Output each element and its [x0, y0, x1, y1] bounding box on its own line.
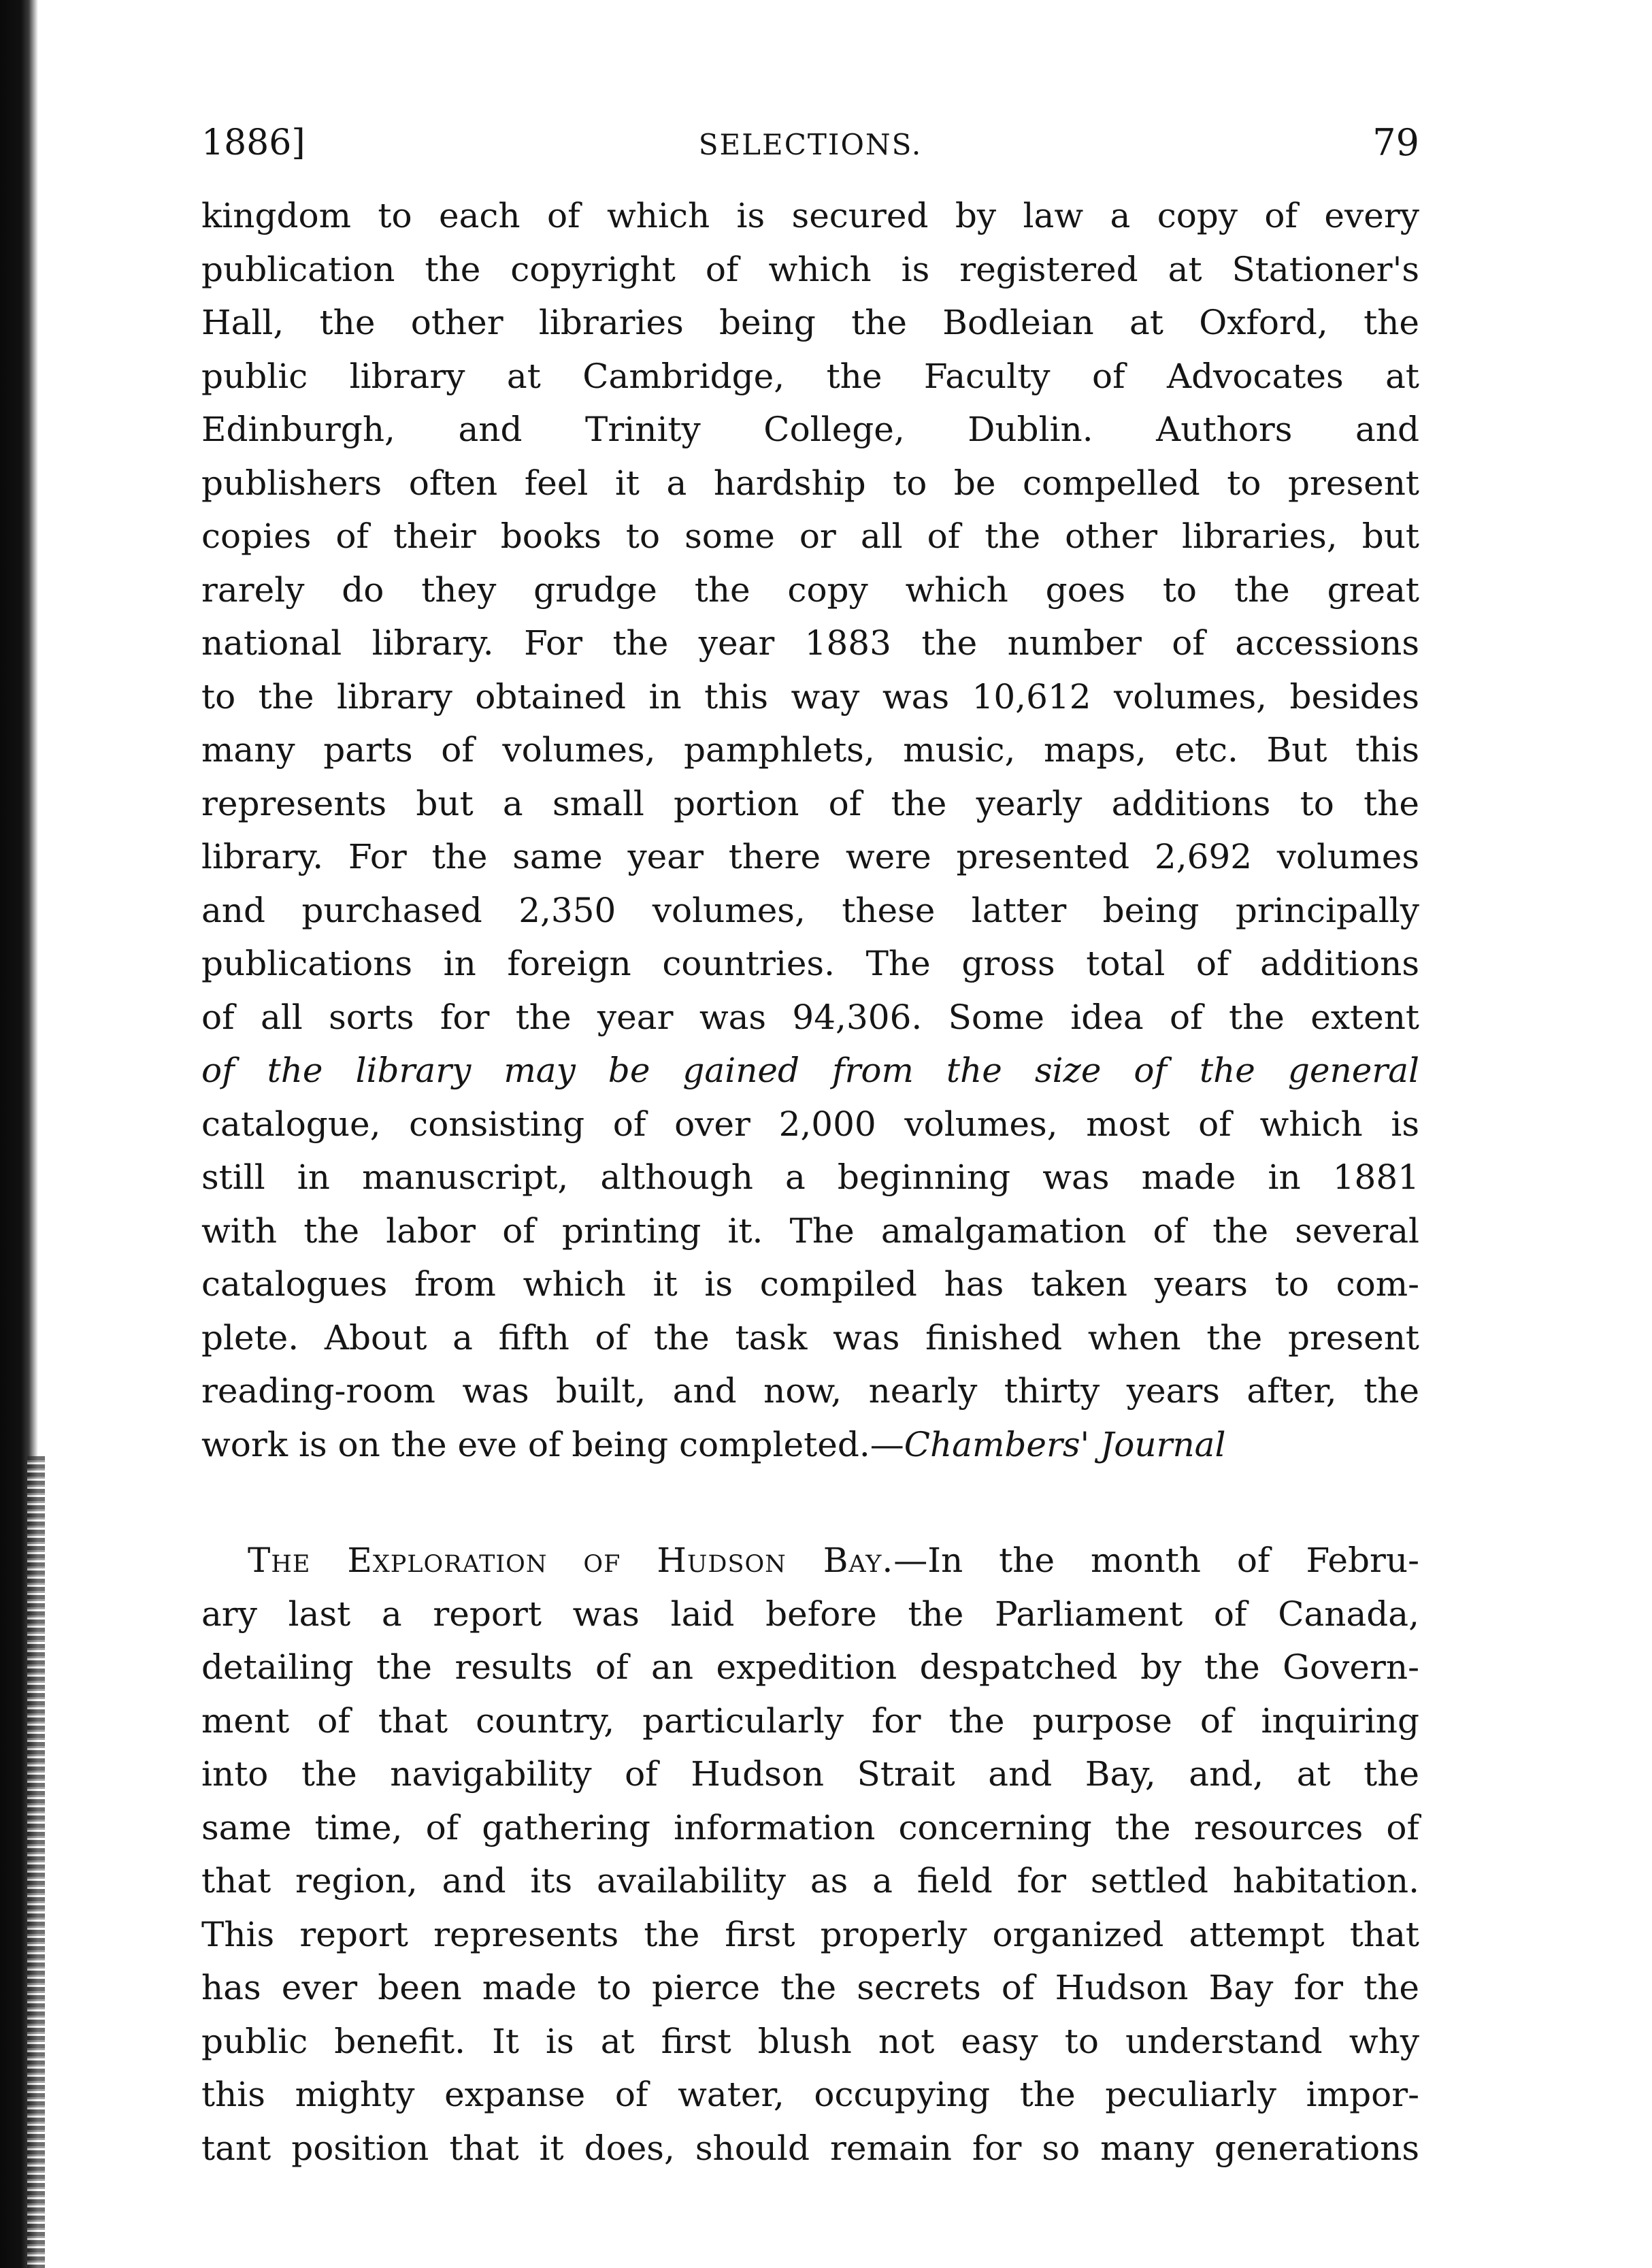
text-line: same time, of gathering information concerning the resources of [201, 1807, 1419, 1847]
text-line: reading-room was built, and now, nearly thirty years after, the [201, 1371, 1419, 1411]
text-line: represents but a small portion of the yearly additions to the [201, 783, 1419, 823]
text-line: Hall, the other libraries being the Bodleian at Oxford, the [201, 303, 1419, 342]
text-line: of all sorts for the year was 94,306. Some idea of the extent [201, 997, 1419, 1037]
text-line: has ever been made to pierce the secrets of Hudson Bay for the [201, 1968, 1419, 2007]
text-line: publication the copyright of which is registered at Stationer's [201, 249, 1419, 289]
text-line: ment of that country, particularly for the purpose of inquiring [201, 1700, 1419, 1741]
text-line: to the library obtained in this way was 10,612 volumes, besides [201, 676, 1419, 717]
page-binding-shadow [0, 0, 38, 2268]
paragraph-gap [201, 1471, 1419, 1528]
text-line: public library at Cambridge, the Faculty of Advocates at [201, 356, 1419, 396]
text-line: many parts of volumes, pamphlets, music, maps, etc. But this [201, 730, 1419, 770]
text-line: catalogues from which it is compiled has taken years to com- [201, 1264, 1419, 1304]
paragraph-library [201, 189, 1419, 1471]
text-line: This report represents the first properly organized attempt that [201, 1914, 1419, 1954]
header-section-title: SELECTIONS. [698, 128, 923, 161]
text-line: and purchased 2,350 volumes, these latter being principally [201, 890, 1419, 930]
text-line: still in manuscript, although a beginning was made in 1881 [201, 1157, 1419, 1197]
text-line: with the labor of printing it. The amalgamation of the several [201, 1211, 1419, 1251]
text-line: national library. For the year 1883 the number of accessions [201, 623, 1419, 663]
text-line: publishers often feel it a hardship to be compelled to present [201, 463, 1419, 503]
article-title-place: Hudson Bay. [657, 1541, 894, 1580]
text-line: this mighty expanse of water, occupying the peculiarly impor- [201, 2075, 1419, 2114]
text-line: public benefit. It is at first blush not easy to understand why [201, 2021, 1419, 2061]
text-line: detailing the results of an expedition despatched by the Govern- [201, 1647, 1419, 1687]
text-line: library. For the same year there were presented 2,692 volumes [201, 837, 1419, 876]
text-line-last [201, 1418, 1419, 1472]
book-page [201, 122, 1419, 2175]
text-line: Edinburgh, and Trinity College, Dublin. Authors and [201, 410, 1419, 449]
text-line: copies of their books to some or all of the other libraries, but [201, 516, 1419, 556]
text-line: of the library may be gained from the size of the general [201, 1051, 1419, 1090]
text-line-body: —In the month of Febru- [893, 1541, 1419, 1580]
text-line: ary last a report was laid before the Parliament of Canada, [201, 1594, 1419, 1634]
text-line: into the navigability of Hudson Strait and Bay, and, at the [201, 1754, 1419, 1794]
text-line: rarely do they grudge the copy which goes to the great [201, 570, 1419, 610]
paragraph-hudson-bay [201, 1534, 1419, 2175]
source-citation: Chambers' Journal [904, 1424, 1226, 1464]
text-line-body: work is on the eve of being completed.— [201, 1424, 904, 1464]
header-year: 1886] [201, 122, 305, 163]
article-title: The Exploration [248, 1541, 548, 1580]
text-line: catalogue, consisting of over 2,000 volumes, most of which is [201, 1104, 1419, 1144]
text-line: plete. About a fifth of the task was finished when the present [201, 1317, 1419, 1358]
text-line: tant position that it does, should remain for so many generations [201, 2128, 1419, 2168]
text-line: kingdom to each of which is secured by law a copy of every [201, 196, 1419, 235]
text-line: publications in foreign countries. The gross total of additions [201, 944, 1419, 983]
running-header [201, 122, 1419, 184]
text-line: that region, and its availability as a field for settled habitation. [201, 1861, 1419, 1901]
text-line-first [201, 1534, 1419, 1588]
page-number: 79 [1372, 121, 1419, 164]
article-title-of: of [583, 1541, 621, 1580]
